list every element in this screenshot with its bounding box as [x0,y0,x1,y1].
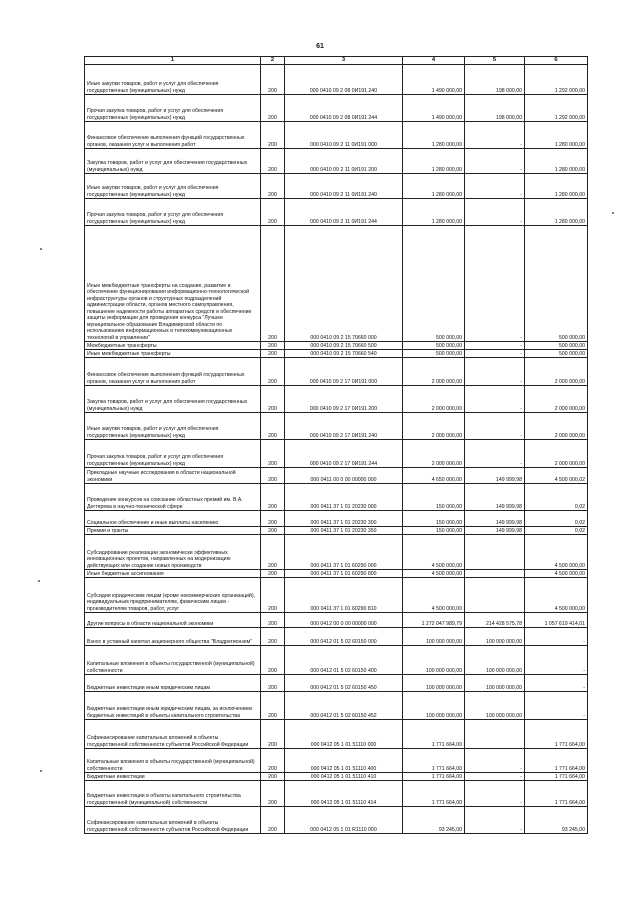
row-value-col5 [465,578,525,613]
row-name: Финансовое обеспечение выполнения функций государственных органов, оказания услуг и выполнения работ [85,122,261,149]
row-value-col5: 100 000 000,00 [465,675,525,692]
row-value-col5: - [465,749,525,773]
row-name: Иные закупки товаров, работ и услуг для обеспечения государственных (муниципальных) нужд [85,65,261,95]
column-header: 2 [261,57,285,65]
table-row [85,570,588,578]
row-kbk-code: 000 0410 09 2 08 0И191 240 [285,65,403,95]
row-kbk-code: 000 0410 09 2 11 0И191 240 [285,174,403,199]
row-name: Капитальные вложения в объекты государственной (муниципальной) собственности [85,749,261,773]
row-kbk-code: 000 0410 09 2 08 0И191 244 [285,95,403,122]
table-row [85,413,588,440]
row-value-col4: 1 280 000,00 [403,122,465,149]
row-kbk-code: 000 0412 01 5 02 60150 000 [285,628,403,646]
row-value-col6: 1 771 664,00 [525,720,588,749]
row-value-col5: - [465,413,525,440]
row-value-col4: 4 500 000,00 [403,578,465,613]
row-value-col4: 93 245,00 [403,807,465,834]
row-value-col4: 500 000,00 [403,226,465,342]
row-value-col6: 0,02 [525,511,588,527]
row-code: 200 [261,149,285,174]
row-value-col6: 1 280 000,00 [525,149,588,174]
row-value-col5 [465,720,525,749]
row-value-col4: 4 500 000,00 [403,535,465,570]
row-kbk-code: 000 0411 37 1 01 60290 800 [285,570,403,578]
row-value-col6: 500 000,00 [525,350,588,358]
row-name: Бюджетные инвестиции [85,773,261,781]
row-kbk-code: 000 0411 37 1 01 20230 350 [285,527,403,535]
row-kbk-code: 000 0412 05 1 01 51110 400 [285,749,403,773]
row-value-col6: 1 057 619 414,01 [525,613,588,628]
row-value-col5: - [465,807,525,834]
row-value-col4: 1 771 664,00 [403,781,465,807]
row-value-col6: 1 280 000,00 [525,174,588,199]
table-row [85,807,588,834]
row-code: 200 [261,570,285,578]
row-name: Иные закупки товаров, работ и услуг для обеспечения государственных (муниципальных) нужд [85,174,261,199]
row-value-col6: 4 500 000,00 [525,535,588,570]
row-code: 200 [261,122,285,149]
row-code: 200 [261,468,285,484]
row-value-col4: 1 280 000,00 [403,199,465,226]
row-value-col5: - [465,342,525,350]
row-value-col5: 100 000 000,00 [465,628,525,646]
row-value-col4: 150 000,00 [403,484,465,511]
row-code: 200 [261,511,285,527]
row-code: 200 [261,720,285,749]
row-kbk-code: 000 0411 37 1 01 20230 000 [285,484,403,511]
row-value-col5: 100 000 000,00 [465,646,525,675]
row-value-col6: 0,02 [525,527,588,535]
row-name: Субсидирование реализации экономически эффективных инновационных проектов, направленных на модернизацию действующих или создание новых производств [85,535,261,570]
row-kbk-code: 000 0410 09 2 17 0И191 000 [285,358,403,386]
row-value-col6: 1 280 000,00 [525,122,588,149]
row-value-col5: - [465,122,525,149]
column-header: 5 [465,57,525,65]
table-row [85,122,588,149]
row-code: 200 [261,535,285,570]
row-value-col5: 198 000,00 [465,65,525,95]
row-value-col6: 1 771 664,00 [525,749,588,773]
row-code: 200 [261,692,285,720]
row-code: 200 [261,578,285,613]
row-value-col4: 150 000,00 [403,527,465,535]
row-kbk-code: 000 0410 09 2 11 0И191 000 [285,122,403,149]
row-value-col4: 100 000 000,00 [403,692,465,720]
table-row [85,468,588,484]
row-code: 200 [261,226,285,342]
row-value-col6: 1 292 000,00 [525,95,588,122]
row-value-col5 [465,570,525,578]
row-value-col4: 2 000 000,00 [403,358,465,386]
row-value-col5: - [465,350,525,358]
row-value-col4: 1 490 000,00 [403,65,465,95]
row-value-col6: - [525,628,588,646]
row-kbk-code: 000 0412 00 0 00 00000 000 [285,613,403,628]
row-code: 200 [261,484,285,511]
table-row [85,342,588,350]
row-kbk-code: 000 0410 09 2 11 0И191 244 [285,199,403,226]
row-code: 200 [261,807,285,834]
row-value-col5: - [465,386,525,413]
table-row [85,440,588,468]
row-code: 200 [261,628,285,646]
row-value-col4: 2 000 000,00 [403,440,465,468]
row-name: Иные закупки товаров, работ и услуг для обеспечения государственных (муниципальных) нужд [85,413,261,440]
row-value-col4: 1 771 664,00 [403,749,465,773]
row-name: Проведение конкурсов на соискание областных премий им. В.А. Дегтярева в научно-технической сфере [85,484,261,511]
budget-table [84,56,588,834]
row-name: Прочая закупка товаров, работ и услуг для обеспечения государственных (муниципальных) нужд [85,440,261,468]
row-kbk-code: 000 0410 09 2 17 0И191 244 [285,440,403,468]
row-value-col6: 1 280 000,00 [525,199,588,226]
row-kbk-code: 000 0412 05 1 01 51110 410 [285,773,403,781]
row-value-col6: 0,02 [525,484,588,511]
row-value-col5: 214 428 575,78 [465,613,525,628]
table-row [85,65,588,95]
scan-speck [40,770,42,772]
row-value-col6: 500 000,00 [525,226,588,342]
row-name: Взнос в уставный капитал акционерного общества "Владрегионзем" [85,628,261,646]
table-row [85,350,588,358]
row-value-col4: 100 000 000,00 [403,675,465,692]
row-value-col4: 1 771 664,00 [403,773,465,781]
row-value-col6: - [525,646,588,675]
row-kbk-code: 000 0412 05 1 01 51110 414 [285,781,403,807]
row-code: 200 [261,781,285,807]
table-row [85,149,588,174]
row-value-col5: 198 000,00 [465,95,525,122]
row-value-col6: 4 500 000,00 [525,570,588,578]
row-value-col6: 2 000 000,00 [525,413,588,440]
row-value-col5 [465,535,525,570]
row-name: Закупка товаров, работ и услуг для обеспечения государственных (муниципальных) нужд [85,149,261,174]
row-name: Прочая закупка товаров, работ и услуг для обеспечения государственных (муниципальных) нужд [85,95,261,122]
row-kbk-code: 000 0411 37 1 01 20230 300 [285,511,403,527]
row-value-col4: 500 000,00 [403,342,465,350]
row-value-col6: 93 245,00 [525,807,588,834]
row-kbk-code: 000 0410 09 2 15 70660 000 [285,226,403,342]
column-header: 1 [85,57,261,65]
row-value-col6: - [525,675,588,692]
table-row [85,613,588,628]
row-name: Прикладные научные исследования в области национальной экономики [85,468,261,484]
row-code: 200 [261,342,285,350]
table-row [85,720,588,749]
row-value-col6: 4 500 000,02 [525,468,588,484]
row-value-col4: 100 000 000,00 [403,628,465,646]
row-code: 200 [261,773,285,781]
row-value-col5: 100 000 000,00 [465,692,525,720]
row-value-col5: 149 999,98 [465,484,525,511]
row-value-col4: 2 000 000,00 [403,386,465,413]
table-row [85,199,588,226]
page-number: 61 [316,43,324,50]
header-row [85,57,588,65]
row-name: Бюджетные инвестиции иным юридическим лицам [85,675,261,692]
table-row [85,781,588,807]
row-value-col5: - [465,781,525,807]
row-name: Бюджетные инвестиции в объекты капитального строительства государственной (муниципальной) собственности [85,781,261,807]
row-value-col4: 2 000 000,00 [403,413,465,440]
row-value-col4: 100 000 000,00 [403,646,465,675]
table-row [85,95,588,122]
row-code: 200 [261,350,285,358]
table-row [85,675,588,692]
table-row [85,484,588,511]
row-value-col6: 1 771 664,00 [525,773,588,781]
row-value-col4: 150 000,00 [403,511,465,527]
row-value-col5: - [465,199,525,226]
row-code: 200 [261,749,285,773]
row-kbk-code: 000 0410 09 2 17 0И191 240 [285,413,403,440]
row-name: Иные межбюджетные трансферты [85,350,261,358]
row-kbk-code: 000 0410 09 2 11 0И191 200 [285,149,403,174]
row-name: Премии и гранты [85,527,261,535]
scan-speck [612,212,614,214]
row-value-col4: 4 650 000,00 [403,468,465,484]
scan-speck [38,580,40,582]
row-name: Капитальные вложения в объекты государственной (муниципальной) собственности [85,646,261,675]
row-kbk-code: 000 0410 09 2 15 70660 500 [285,342,403,350]
row-name: Прочая закупка товаров, работ и услуг для обеспечения государственных (муниципальных) нужд [85,199,261,226]
row-kbk-code: 000 0410 09 2 17 0И191 200 [285,386,403,413]
row-value-col6: 500 000,00 [525,342,588,350]
row-code: 200 [261,174,285,199]
row-value-col6: 2 000 000,00 [525,386,588,413]
row-code: 200 [261,675,285,692]
row-value-col5: 149 999,98 [465,468,525,484]
row-kbk-code: 000 0410 09 2 15 70660 540 [285,350,403,358]
row-name: Бюджетные инвестиции иным юридическим лицам, за исключением бюджетных инвестиций в объекты капитального строительства [85,692,261,720]
table-row [85,174,588,199]
row-code: 200 [261,527,285,535]
row-value-col4: 1 490 000,00 [403,95,465,122]
column-header: 4 [403,57,465,65]
table-row [85,692,588,720]
row-value-col6: 1 771 664,00 [525,781,588,807]
row-code: 200 [261,358,285,386]
row-kbk-code: 000 0412 01 5 02 60150 450 [285,675,403,692]
table-row [85,749,588,773]
row-kbk-code: 000 0411 37 1 01 60290 000 [285,535,403,570]
row-value-col6: 2 000 000,00 [525,440,588,468]
row-name: Другие вопросы в области национальной экономики [85,613,261,628]
row-name: Софинансирование капитальных вложений в объекты государственной собственности субъектов Российской Федерации [85,807,261,834]
row-kbk-code: 000 0411 37 1 01 60290 810 [285,578,403,613]
row-code: 200 [261,199,285,226]
table-row [85,535,588,570]
row-name: Межбюджетные трансферты [85,342,261,350]
row-code: 200 [261,65,285,95]
row-value-col6: 2 000 000,00 [525,358,588,386]
row-value-col4: 500 000,00 [403,350,465,358]
row-value-col6: - [525,692,588,720]
row-name: Субсидии юридическим лицам (кроме некоммерческих организаций), индивидуальным предпринимателям, физическим лицам - производителям товаров, работ, услуг [85,578,261,613]
row-code: 200 [261,386,285,413]
row-value-col5: - [465,174,525,199]
column-header: 3 [285,57,403,65]
table-row [85,578,588,613]
row-value-col6: 1 292 000,00 [525,65,588,95]
row-value-col5: 149 999,98 [465,527,525,535]
column-header: 6 [525,57,588,65]
row-name: Закупка товаров, работ и услуг для обеспечения государственных (муниципальных) нужд [85,386,261,413]
row-kbk-code: 000 0411 00 0 00 00000 000 [285,468,403,484]
row-name: Социальное обеспечение и иные выплаты населению [85,511,261,527]
table-row [85,358,588,386]
row-name: Софинансирование капитальных вложений в объекты государственной собственности субъектов Российской Федерации [85,720,261,749]
row-value-col5: - [465,773,525,781]
scan-speck [40,248,42,250]
table-row [85,628,588,646]
table-row [85,226,588,342]
row-kbk-code: 000 0412 05 1 01 51110 000 [285,720,403,749]
row-value-col4: 4 500 000,00 [403,570,465,578]
table-row [85,527,588,535]
row-code: 200 [261,613,285,628]
row-value-col5: - [465,358,525,386]
row-name: Иные бюджетные ассигнования [85,570,261,578]
row-value-col5: - [465,226,525,342]
row-value-col4: 1 280 000,00 [403,174,465,199]
row-code: 200 [261,95,285,122]
row-value-col4: 1 771 664,00 [403,720,465,749]
row-value-col5: 149 999,98 [465,511,525,527]
row-name: Финансовое обеспечение выполнения функций государственных органов, оказания услуг и выполнения работ [85,358,261,386]
row-code: 200 [261,413,285,440]
table-row [85,773,588,781]
row-value-col4: 1 280 000,00 [403,149,465,174]
row-value-col5: - [465,440,525,468]
table-row [85,646,588,675]
row-name: Иные межбюджетные трансферты на создание, развитие и обеспечение функционирования информационно-технологической инфраструктуры органов и структурных подразделений администрации области, органов местного самоуправления, повышение надежности работы аппаратных средств и обеспечение защиты информации для проведения конкурса "Лучшее муниципальное образование Владимирской области по использованию информационных и телекоммуникационных технологий в управлении" [85,226,261,342]
row-kbk-code: 000 0412 01 5 02 60150 452 [285,692,403,720]
table-row [85,386,588,413]
row-code: 200 [261,440,285,468]
row-kbk-code: 000 0412 05 1 01 R1110 000 [285,807,403,834]
row-kbk-code: 000 0412 01 5 02 60150 400 [285,646,403,675]
table-row [85,511,588,527]
row-value-col4: 1 272 047 989,79 [403,613,465,628]
row-code: 200 [261,646,285,675]
row-value-col5: - [465,149,525,174]
row-value-col6: 4 500 000,00 [525,578,588,613]
